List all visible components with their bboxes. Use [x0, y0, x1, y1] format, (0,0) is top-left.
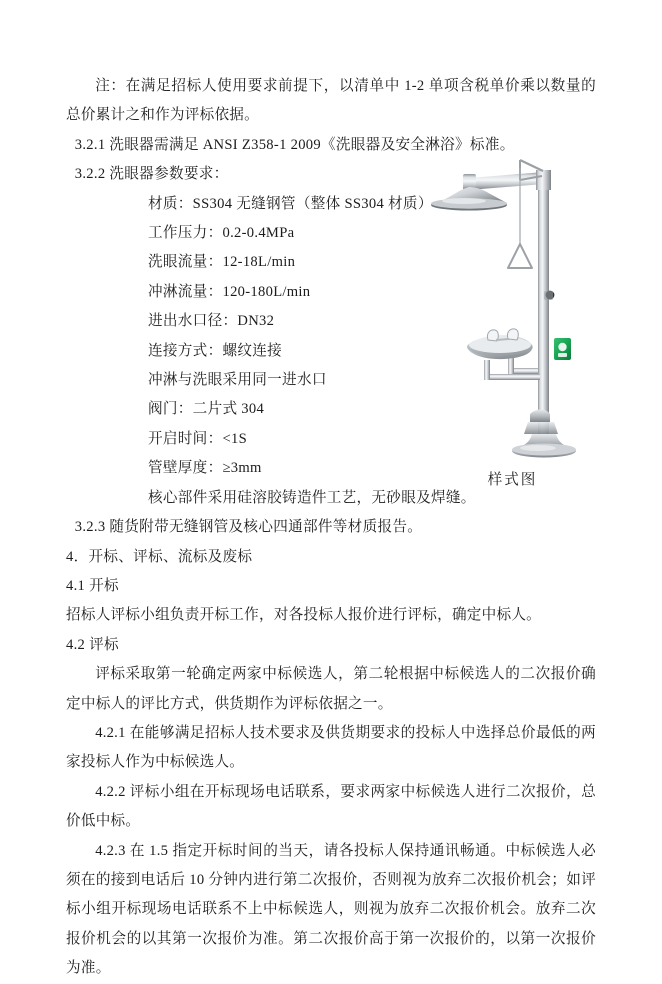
section-3-2-1: 3.2.1 洗眼器需满足 ANSI Z358-1 2009《洗眼器及安全淋浴》标准。: [74, 136, 515, 153]
section-4-2-2: 4.2.2 评标小组在开标现场电话联系，要求两家中标候选人进行二次报价，总价低中标。: [66, 783, 596, 830]
note-paragraph: 注：在满足招标人使用要求前提下，以清单中 1-2 单项含税单价乘以数量的总价累计之和作为评标依据。: [66, 78, 596, 124]
figure-caption: 样式图: [487, 472, 538, 488]
spec-item-core-process: 核心部件采用硅溶胶铸造件工艺，无砂眼及焊缝。: [148, 489, 476, 506]
spec-item-connection: 连接方式：螺纹连接: [148, 342, 283, 359]
spec-item-shower-flow: 冲淋流量：120-180L/min: [148, 283, 311, 300]
section-3-2-2: 3.2.2 洗眼器参数要求：: [74, 166, 229, 183]
chapter-4-heading: 4．开标、评标、流标及废标: [66, 548, 253, 565]
spec-item-valve: 阀门：二片式 304: [148, 401, 265, 418]
spec-item-wall-thickness: 管壁厚度：≥3mm: [148, 460, 262, 477]
section-4-1-body: 招标人评标小组负责开标工作，对各投标人报价进行评标，确定中标人。: [66, 607, 542, 624]
section-3-2-3: 3.2.3 随货附带无缝钢管及核心四通部件等材质报告。: [74, 519, 423, 536]
document-body: [66, 72, 596, 984]
spec-parameter-list: [66, 190, 476, 513]
section-4-1-heading: 4.1 开标: [66, 577, 119, 594]
section-4-2-3: 4.2.3 在 1.5 指定开标时间的当天，请各投标人保持通讯畅通。中标候选人必须在的接到电话后 10 分钟内进行第二次报价，否则视为放弃二次报价机会；如评标小组开标现场电话联系不上中标候选人，则视为放弃二次报价机会。放弃二次报价机会的以其第一次报价为准。第二次报价高于第一次报价的，以第一次报价为准。: [66, 842, 596, 977]
section-4-2-body: 评标采取第一轮确定两家中标候选人，第二轮根据中标候选人的二次报价确定中标人的评比方式，供货期作为评标依据之一。: [66, 666, 596, 712]
spec-item-shared-inlet: 冲淋与洗眼采用同一进水口: [148, 372, 327, 389]
spec-item-port-diameter: 进出水口径：DN32: [148, 313, 275, 330]
section-4-2-1: 4.2.1 在能够满足招标人技术要求及供货期要求的投标人中选择总价最低的两家投标人作为中标候选人。: [66, 724, 596, 771]
spec-item-pressure: 工作压力：0.2-0.4MPa: [148, 225, 295, 242]
section-4-2-heading: 4.2 评标: [66, 636, 119, 653]
spec-item-eyewash-flow: 洗眼流量：12-18L/min: [148, 254, 296, 271]
spec-item-material: 材质：SS304 无缝钢管（整体 SS304 材质）: [148, 195, 433, 212]
spec-item-open-time: 开启时间：<1S: [148, 430, 248, 447]
